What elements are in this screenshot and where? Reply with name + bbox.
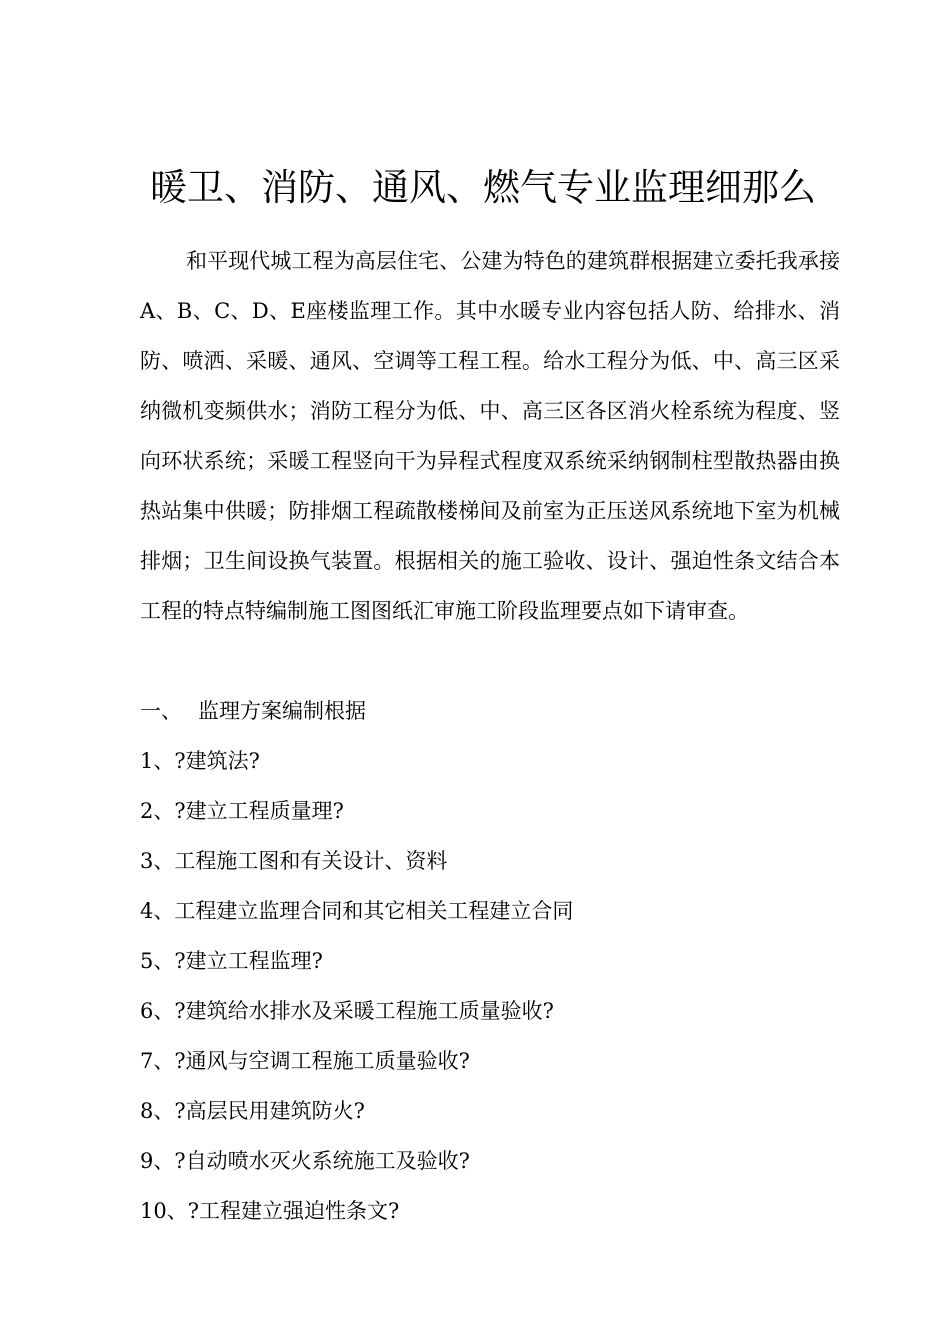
list-item: 3、工程施工图和有关设计、资料 <box>140 849 448 873</box>
list-item: 9、?自动喷水灭火系统施工及验收? <box>140 1149 470 1173</box>
list-item: 8、?高层民用建筑防火? <box>140 1099 365 1123</box>
list-item: 4、工程建立监理合同和其它相关工程建立合同 <box>140 899 574 923</box>
section-heading <box>140 686 366 736</box>
section-title: 监理方案编制根据 <box>198 699 366 723</box>
list-item: 1、?建筑法? <box>140 749 260 773</box>
list-item: 10、?工程建立强迫性条文? <box>140 1199 400 1223</box>
list-item: 7、?通风与空调工程施工质量验收? <box>140 1049 470 1073</box>
document-title: 暖卫、消防、通风、燃气专业监理细那么 <box>150 166 816 209</box>
section-number: 一、 <box>140 699 182 723</box>
reference-list <box>140 736 840 1236</box>
intro-paragraph: 和平现代城工程为高层住宅、公建为特色的建筑群根据建立委托我承接A、B、C、D、E座楼监理工作。其中水暖专业内容包括人防、给排水、消防、喷洒、采暖、通风、空调等工程工程。给水工程分为低、中、高三区采纳微机变频供水；消防工程分为低、中、高三区各区消火栓系统为程度、竖向环状系统；采暖工程竖向干为异程式程度双系统采纳钢制柱型散热器由换热站集中供暖；防排烟工程疏散楼梯间及前室为正压送风系统地下室为机械排烟；卫生间设换气装置。根据相关的施工验收、设计、强迫性条文结合本工程的特点特编制施工图图纸汇审施工阶段监理要点如下请审查。 <box>140 249 840 623</box>
list-item: 2、?建立工程质量理? <box>140 799 344 823</box>
list-item: 5、?建立工程监理? <box>140 949 323 973</box>
list-item: 6、?建筑给水排水及采暖工程施工质量验收? <box>140 999 554 1023</box>
